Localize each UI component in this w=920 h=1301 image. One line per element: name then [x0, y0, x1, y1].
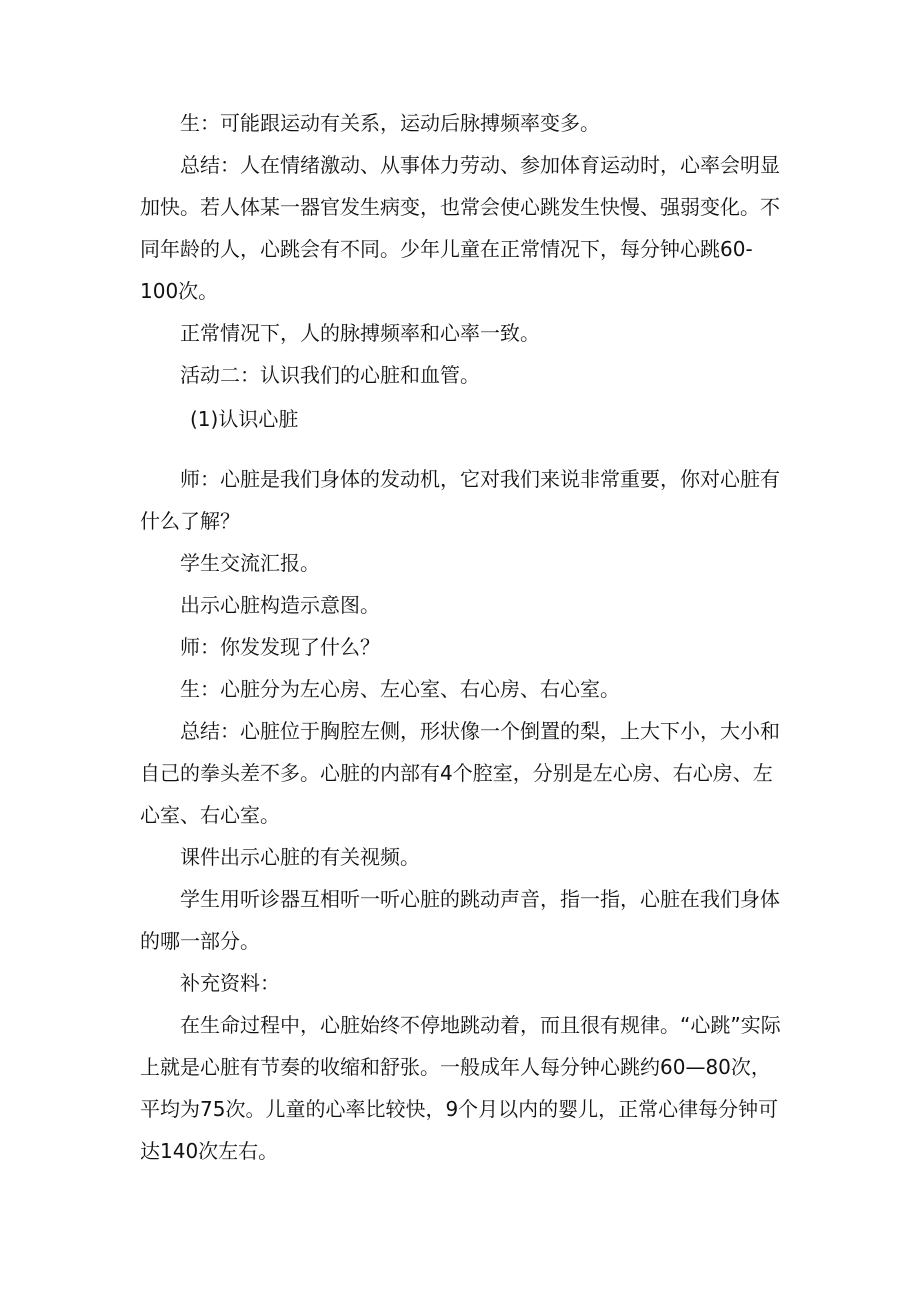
- paragraph-supplementary-heartbeat-facts: 在生命过程中，心脏始终不停地跳动着，而且很有规律。“心跳”实际上就是心脏有节奏的收缩和舒张。一般成年人每分钟心跳约60—80次，平均为75次。儿童的心率比较快，9个月以内的婴儿，正常心律每分钟可达140次左右。: [140, 1013, 781, 1163]
- paragraph-teacher-question-heart: 师：心脏是我们身体的发动机，它对我们来说非常重要，你对心脏有什么了解？: [140, 467, 780, 533]
- paragraph-student-heart-chambers: 生：心脏分为左心房、左心室、右心房、右心室。: [180, 677, 620, 701]
- paragraph-students-report: 学生交流汇报。: [180, 551, 320, 575]
- paragraph-know-heart-subheading: (1)认识心脏: [190, 407, 299, 431]
- paragraph-activity-two-heading: 活动二：认识我们的心脏和血管。: [180, 363, 480, 387]
- paragraph-supplementary-heading: 补充资料：: [180, 971, 280, 995]
- paragraph-show-heart-diagram: 出示心脏构造示意图。: [180, 593, 380, 617]
- paragraph-summary-heart-rate: 总结：人在情绪激动、从事体力劳动、参加体育运动时，心率会明显加快。若人体某一器官发生病变，也常会使心跳发生快慢、强弱变化。不同年龄的人，心跳会有不同。少年儿童在正常情况下，每分钟心跳60-100次。: [140, 153, 780, 303]
- paragraph-summary-heart-location: 总结：心脏位于胸腔左侧，形状像一个倒置的梨，上大下小，大小和自己的拳头差不多。心脏的内部有4个腔室，分别是左心房、右心房、左心室、右心室。: [140, 719, 780, 827]
- paragraph-teacher-what-found: 师：你发发现了什么？: [180, 635, 380, 659]
- paragraph-pulse-equals-heart-rate: 正常情况下，人的脉搏频率和心率一致。: [180, 321, 540, 345]
- paragraph-stethoscope-activity: 学生用听诊器互相听一听心脏的跳动声音，指一指，心脏在我们身体的哪一部分。: [140, 887, 780, 953]
- paragraph-student-answer-exercise: 生：可能跟运动有关系，运动后脉搏频率变多。: [180, 111, 600, 135]
- paragraph-show-heart-video: 课件出示心脏的有关视频。: [180, 845, 420, 869]
